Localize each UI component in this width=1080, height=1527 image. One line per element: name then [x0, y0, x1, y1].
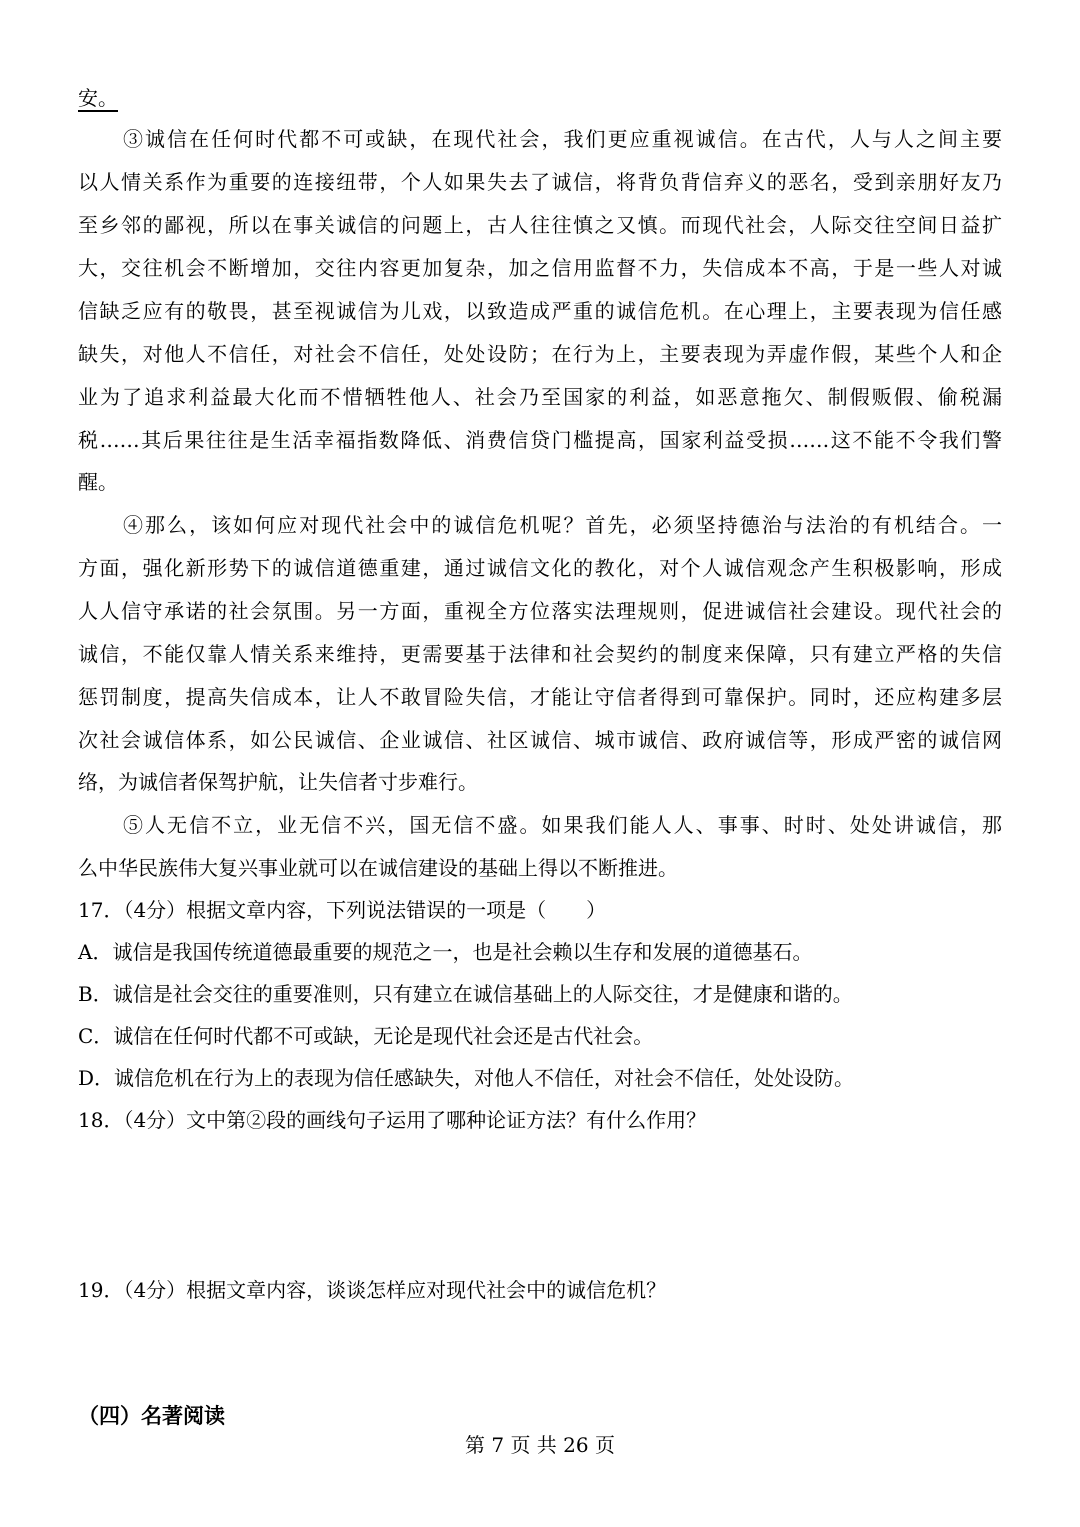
passage-line: 税……其后果往往是生活幸福指数降低、消费信贷门槛提高，国家利益受损……这不能不令我们警 [78, 428, 1002, 452]
passage-line: 方面，强化新形势下的诚信道德重建，通过诚信文化的教化，对个人诚信观念产生积极影响，形成 [78, 556, 1002, 580]
passage-line: 业为了追求利益最大化而不惜牺牲他人、社会乃至国家的利益，如恶意拖欠、制假贩假、偷税漏 [78, 385, 1002, 409]
question-17-option-c: C．诚信在任何时代都不可或缺，无论是现代社会还是古代社会。 [78, 1024, 654, 1048]
passage-line: ④那么，该如何应对现代社会中的诚信危机呢？首先，必须坚持德治与法治的有机结合。一 [123, 513, 1002, 537]
section-title: （四）名著阅读 [78, 1403, 225, 1428]
passage-line: 惩罚制度，提高失信成本，让人不敢冒险失信，才能让守信者得到可靠保护。同时，还应构建多层 [78, 685, 1002, 709]
question-17-option-b: B．诚信是社会交往的重要准则，只有建立在诚信基础上的人际交往，才是健康和谐的。 [78, 982, 853, 1006]
passage-line: 大，交往机会不断增加，交往内容更加复杂，加之信用监督不力，失信成本不高，于是一些人对诚 [78, 256, 1002, 280]
passage-line: ③诚信在任何时代都不可或缺，在现代社会，我们更应重视诚信。在古代，人与人之间主要 [123, 127, 1002, 151]
passage-line: 信缺乏应有的敬畏，甚至视诚信为儿戏，以致造成严重的诚信危机。在心理上，主要表现为信任感 [78, 299, 1002, 323]
passage-line: 么中华民族伟大复兴事业就可以在诚信建设的基础上得以不断推进。 [78, 856, 678, 880]
page-footer: 第 7 页 共 26 页 [465, 1433, 615, 1457]
passage-line: 诚信，不能仅靠人情关系来维持，更需要基于法律和社会契约的制度来保障，只有建立严格的失信 [78, 642, 1002, 666]
passage-line [78, 85, 1002, 111]
question-17-option-d: D．诚信危机在行为上的表现为信任感缺失，对他人不信任，对社会不信任，处处设防。 [78, 1066, 855, 1090]
passage-line: 以人情关系作为重要的连接纽带，个人如果失去了诚信，将背负背信弃义的恶名，受到亲朋好友乃 [78, 170, 1002, 194]
question-17: 17．（4分）根据文章内容，下列说法错误的一项是（ ） [78, 898, 607, 922]
passage-line: 醒。 [78, 470, 118, 494]
passage-line: 缺失，对他人不信任，对社会不信任，处处设防；在行为上，主要表现为弄虚作假，某些个人和企 [78, 342, 1002, 366]
question-18: 18．（4分）文中第②段的画线句子运用了哪种论证方法？有什么作用？ [78, 1108, 707, 1132]
passage-line: 络，为诚信者保驾护航，让失信者寸步难行。 [78, 770, 478, 794]
underlined-sentence-end: 安。 [78, 86, 118, 110]
passage-line: ⑤人无信不立，业无信不兴，国无信不盛。如果我们能人人、事事、时时、处处讲诚信，那 [123, 813, 1002, 837]
question-19: 19．（4分）根据文章内容，谈谈怎样应对现代社会中的诚信危机？ [78, 1278, 667, 1302]
passage-line: 人人信守承诺的社会氛围。另一方面，重视全方位落实法理规则，促进诚信社会建设。现代社会的 [78, 599, 1002, 623]
passage-line: 至乡邻的鄙视，所以在事关诚信的问题上，古人往往慎之又慎。而现代社会，人际交往空间日益扩 [78, 213, 1002, 237]
passage-line: 次社会诚信体系，如公民诚信、企业诚信、社区诚信、城市诚信、政府诚信等，形成严密的诚信网 [78, 728, 1002, 752]
question-17-option-a: A．诚信是我国传统道德最重要的规范之一，也是社会赖以生存和发展的道德基石。 [78, 940, 813, 964]
